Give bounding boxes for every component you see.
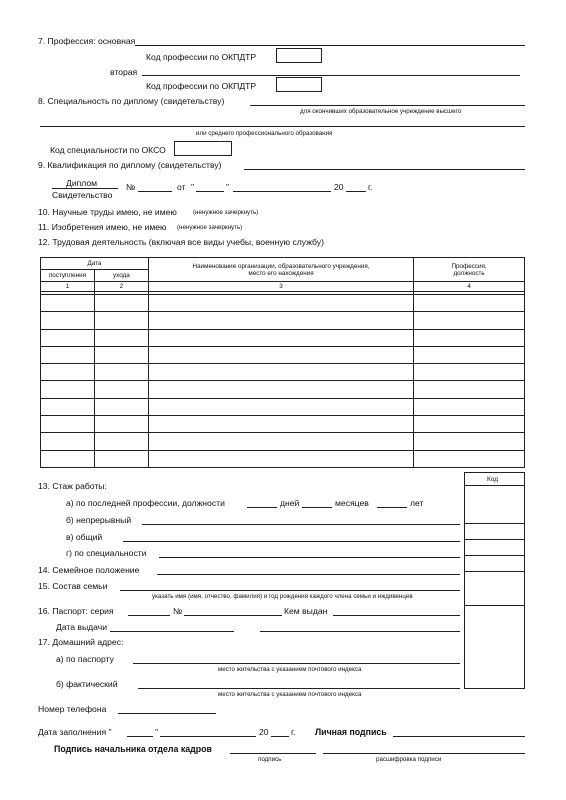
- code-divider: [465, 605, 524, 606]
- table-cell[interactable]: [94, 381, 148, 398]
- scientific-works-label: 10. Научные труды имею, не имею: [38, 207, 177, 217]
- admission-header: поступления: [41, 270, 95, 282]
- table-cell[interactable]: [41, 329, 95, 346]
- table-cell[interactable]: [148, 381, 413, 398]
- diploma-label: Диплом: [66, 178, 98, 188]
- table-row: [41, 364, 525, 381]
- table-cell[interactable]: [414, 416, 525, 433]
- phone-field[interactable]: [118, 713, 216, 714]
- table-cell[interactable]: [148, 450, 413, 467]
- experience-months-label: месяцев: [335, 498, 369, 508]
- fill-month-field[interactable]: [160, 736, 256, 737]
- table-cell[interactable]: [94, 398, 148, 415]
- table-cell[interactable]: [41, 364, 95, 381]
- table-cell[interactable]: [148, 433, 413, 450]
- table-row: [41, 450, 525, 467]
- table-cell[interactable]: [414, 312, 525, 329]
- fill-day-field[interactable]: [127, 736, 153, 737]
- inventions-hint: (ненужное зачеркнуть): [177, 224, 243, 231]
- experience-continuous-label: б) непрерывный: [66, 515, 132, 525]
- personal-signature-label: Личная подпись: [315, 727, 387, 737]
- qualification-label: 9. Квалификация по диплому (свидетельству): [38, 160, 222, 170]
- profession-header: [414, 258, 525, 282]
- org-header-line1: Наименование организации, образовательного учреждения,: [192, 262, 370, 270]
- experience-years-field[interactable]: [377, 507, 407, 508]
- experience-specialty-field[interactable]: [159, 557, 460, 558]
- diploma-from-label: от: [177, 182, 186, 192]
- marital-status-label: 14. Семейное положение: [38, 565, 140, 575]
- code-column: [464, 472, 525, 689]
- inventions-label: 11. Изобретения имею, не имею: [38, 222, 167, 232]
- profession-code-box-1[interactable]: [276, 48, 322, 63]
- table-cell[interactable]: [41, 433, 95, 450]
- org-header: [148, 258, 413, 282]
- table-row: [41, 295, 525, 312]
- address-passport-hint: место жительства с указанием почтового индекса: [218, 666, 362, 673]
- table-cell[interactable]: [414, 381, 525, 398]
- profession-code-box-2[interactable]: [276, 77, 322, 92]
- fill-date-quote: ": [155, 727, 159, 737]
- profession-code-label-2: Код профессии по ОКПДТР: [146, 81, 257, 91]
- table-row: [41, 398, 525, 415]
- table-cell[interactable]: [414, 329, 525, 346]
- experience-continuous-field[interactable]: [142, 524, 460, 525]
- family-label: 15. Состав семьи: [38, 581, 108, 591]
- table-cell[interactable]: [41, 381, 95, 398]
- fill-year-prefix: 20: [259, 727, 269, 737]
- specialty-hint-2: или среднего профессионального образования: [196, 130, 333, 137]
- phone-label: Номер телефона: [38, 704, 107, 714]
- specialty-field-2[interactable]: [40, 126, 525, 127]
- passport-number-field[interactable]: [184, 615, 282, 616]
- experience-days-label: дней: [280, 498, 300, 508]
- table-cell[interactable]: [148, 364, 413, 381]
- table-cell[interactable]: [148, 329, 413, 346]
- table-row: [41, 381, 525, 398]
- diploma-num-sign: №: [126, 182, 136, 192]
- date-header: Дата: [41, 258, 149, 270]
- table-cell[interactable]: [148, 398, 413, 415]
- table-cell[interactable]: [41, 346, 95, 363]
- diploma-year-prefix: 20: [334, 182, 344, 192]
- address-passport-field[interactable]: [133, 663, 460, 664]
- diploma-month-field[interactable]: [233, 191, 331, 192]
- passport-issue-date-field[interactable]: [110, 631, 234, 632]
- fill-date-label: Дата заполнения ": [38, 727, 112, 737]
- experience-total-label: в) общий: [66, 532, 103, 542]
- table-cell[interactable]: [94, 416, 148, 433]
- home-address-label: 17. Домашний адрес:: [38, 637, 124, 647]
- org-header-line2: место его нахождения: [248, 269, 314, 277]
- table-cell[interactable]: [94, 433, 148, 450]
- address-actual-field[interactable]: [138, 688, 460, 689]
- hr-head-signature-field[interactable]: [230, 753, 316, 754]
- col-number-1: 1: [41, 282, 95, 292]
- passport-issue-date-label: Дата выдачи: [56, 622, 108, 632]
- table-cell[interactable]: [41, 312, 95, 329]
- passport-issued-by-label: Кем выдан: [284, 606, 328, 616]
- specialty-label: 8. Специальность по диплому (свидетельству): [38, 96, 225, 106]
- personal-signature-field[interactable]: [393, 736, 525, 737]
- passport-num-sign: №: [173, 606, 183, 616]
- diploma-divider: [52, 188, 118, 189]
- code-divider: [465, 523, 524, 524]
- work-history-label: 12. Трудовая деятельность (включая все виды учебы, военную службу): [38, 237, 324, 247]
- table-row: [41, 433, 525, 450]
- table-row: [41, 329, 525, 346]
- address-actual-hint: место жительства с указанием почтового индекса: [218, 691, 362, 698]
- passport-series-label: 16. Паспорт: серия: [38, 606, 114, 616]
- experience-years-label: лет: [410, 498, 424, 508]
- hr-head-signature-label: Подпись начальника отдела кадров: [54, 744, 212, 754]
- table-row: [41, 416, 525, 433]
- table-row: [41, 312, 525, 329]
- col-number-2: 2: [94, 282, 148, 292]
- table-cell[interactable]: [94, 329, 148, 346]
- table-cell[interactable]: [94, 450, 148, 467]
- table-row: [41, 346, 525, 363]
- passport-issued-by-field-2[interactable]: [260, 631, 460, 632]
- table-cell[interactable]: [414, 450, 525, 467]
- family-hint: указать имя (имя, отчество, фамилия) и год рождения каждого члена семьи и иждивенцев: [152, 593, 413, 600]
- table-cell[interactable]: [414, 364, 525, 381]
- diploma-year-field[interactable]: [346, 191, 366, 192]
- table-cell[interactable]: [414, 433, 525, 450]
- code-divider: [465, 555, 524, 556]
- profession-header-line1: Профессия,: [451, 262, 487, 270]
- table-cell[interactable]: [148, 295, 413, 312]
- profession-second-label: вторая: [110, 67, 138, 77]
- experience-specialty-label: г) по специальности: [66, 548, 147, 558]
- table-cell[interactable]: [148, 416, 413, 433]
- address-passport-label: а) по паспорту: [56, 654, 114, 664]
- table-cell[interactable]: [94, 312, 148, 329]
- profession-second-field[interactable]: [142, 75, 520, 76]
- hr-head-decode-field[interactable]: [323, 753, 525, 754]
- experience-days-field[interactable]: [247, 507, 277, 508]
- diploma-year-suffix: г.: [368, 182, 373, 192]
- table-cell[interactable]: [94, 364, 148, 381]
- experience-last-label: а) по последней профессии, должности: [66, 498, 225, 508]
- profession-header-line2: должность: [453, 269, 485, 277]
- table-cell[interactable]: [94, 346, 148, 363]
- code-divider: [465, 571, 524, 572]
- table-cell[interactable]: [414, 295, 525, 312]
- scientific-works-hint: (ненужное зачеркнуть): [193, 209, 259, 216]
- table-cell[interactable]: [148, 346, 413, 363]
- leaving-header: ухода: [94, 270, 148, 282]
- address-actual-label: б) фактический: [56, 679, 118, 689]
- qualification-field[interactable]: [244, 169, 525, 170]
- hr-head-decode-hint: расшифровка подписи: [376, 756, 442, 763]
- diploma-quote-close: ": [226, 182, 230, 192]
- work-history-table: [40, 257, 525, 468]
- code-header: Код: [487, 476, 499, 483]
- diploma-number-field[interactable]: [138, 191, 172, 192]
- marital-status-field[interactable]: [157, 574, 460, 575]
- table-cell[interactable]: [41, 450, 95, 467]
- table-cell[interactable]: [414, 346, 525, 363]
- table-cell[interactable]: [41, 295, 95, 312]
- fill-year-field[interactable]: [271, 736, 289, 737]
- experience-months-field[interactable]: [302, 507, 332, 508]
- specialty-field[interactable]: [250, 105, 525, 106]
- certificate-label: Свидетельство: [52, 190, 113, 200]
- code-divider: [465, 539, 524, 540]
- profession-code-label-1: Код профессии по ОКПДТР: [146, 52, 257, 62]
- col-number-3: 3: [148, 282, 413, 292]
- specialty-code-label: Код специальности по ОКСО: [50, 145, 166, 155]
- diploma-quote-open: ": [191, 182, 195, 192]
- family-field[interactable]: [120, 590, 460, 591]
- experience-total-field[interactable]: [123, 541, 460, 542]
- diploma-day-field[interactable]: [196, 191, 224, 192]
- passport-series-field[interactable]: [128, 615, 170, 616]
- code-divider: [465, 485, 524, 486]
- work-experience-label: 13. Стаж работы:: [38, 481, 107, 491]
- table-cell[interactable]: [41, 398, 95, 415]
- profession-main-label: 7. Профессия: основная: [38, 36, 136, 46]
- table-cell[interactable]: [148, 312, 413, 329]
- profession-main-field[interactable]: [135, 45, 525, 46]
- table-cell[interactable]: [414, 398, 525, 415]
- passport-issued-by-field[interactable]: [333, 615, 460, 616]
- hr-head-signature-hint: подпись: [258, 756, 282, 763]
- col-number-4: 4: [414, 282, 525, 292]
- specialty-code-box[interactable]: [174, 141, 232, 156]
- table-cell[interactable]: [41, 416, 95, 433]
- table-cell[interactable]: [94, 295, 148, 312]
- fill-year-suffix: г.: [291, 727, 296, 737]
- specialty-hint-1: для окончивших образовательное учреждение высшего: [300, 108, 462, 115]
